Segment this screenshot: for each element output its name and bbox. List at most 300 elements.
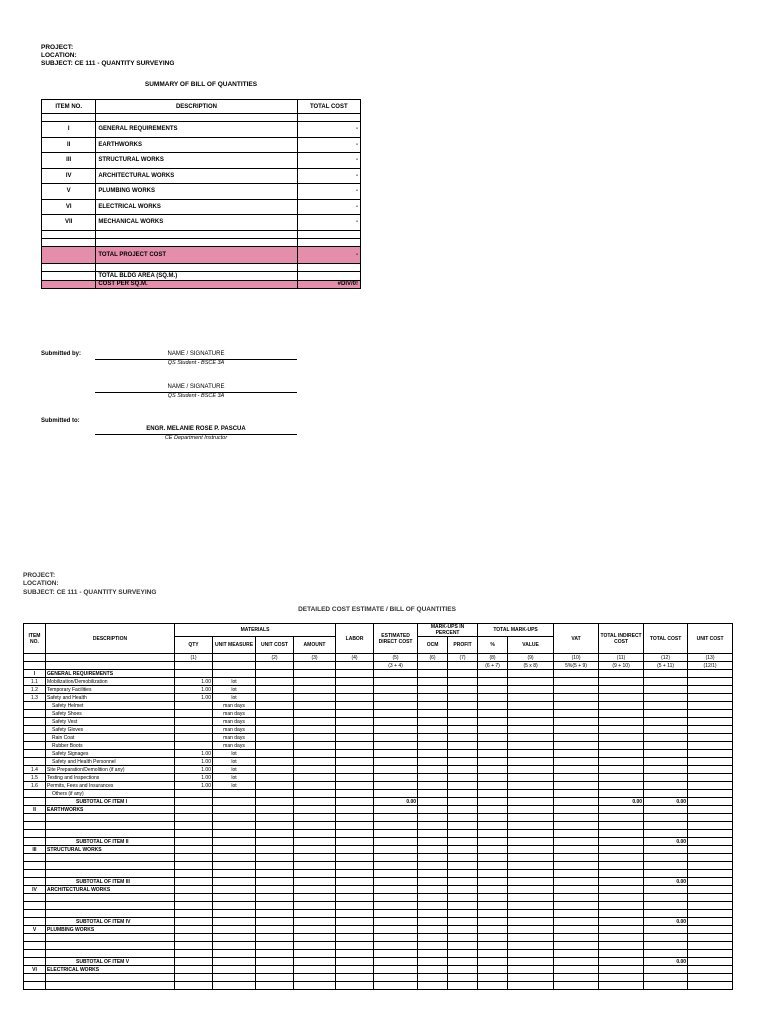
table-cell	[175, 902, 213, 910]
table-cell	[374, 822, 418, 830]
table-cell	[448, 750, 478, 758]
table-cell	[418, 694, 448, 702]
table-cell	[599, 878, 644, 886]
table-row	[24, 726, 733, 734]
table-cell	[24, 934, 46, 942]
table-cell	[508, 806, 554, 814]
table-cell	[256, 750, 294, 758]
table-row	[24, 758, 733, 766]
table-cell	[175, 726, 213, 734]
table-cell	[599, 902, 644, 910]
table-cell	[448, 862, 478, 870]
table-cell	[554, 758, 599, 766]
table-cell	[418, 830, 448, 838]
table-cell	[688, 878, 733, 886]
table-cell	[508, 942, 554, 950]
item-cost: -	[297, 215, 360, 231]
table-cell	[256, 766, 294, 774]
table-cell	[508, 678, 554, 686]
table-cell	[46, 910, 175, 918]
table-cell	[418, 902, 448, 910]
table-cell	[554, 726, 599, 734]
table-cell	[688, 814, 733, 822]
table-cell	[418, 806, 448, 814]
table-cell	[688, 886, 733, 894]
cost-per-sqm-label: COST PER SQ.M.	[96, 280, 297, 288]
table-cell	[688, 982, 733, 990]
table-cell	[644, 710, 688, 718]
table-cell	[418, 918, 448, 926]
table-cell	[418, 702, 448, 710]
col-formula	[175, 662, 213, 670]
table-cell	[554, 958, 599, 966]
table-row	[24, 950, 733, 958]
location-label: LOCATION:	[41, 52, 77, 59]
table-cell	[688, 942, 733, 950]
table-cell: 0.00	[644, 958, 688, 966]
item-desc: ARCHITECTURAL WORKS	[96, 168, 297, 184]
table-cell	[508, 878, 554, 886]
table-cell	[294, 782, 336, 790]
table-row	[24, 854, 733, 862]
table-cell	[478, 846, 508, 854]
table-cell	[24, 878, 46, 886]
table-cell	[599, 742, 644, 750]
table-cell	[256, 894, 294, 902]
table-cell: Safety and Health Personnel	[46, 758, 175, 766]
table-cell	[418, 782, 448, 790]
table-cell: Others (if any)	[46, 790, 175, 798]
table-cell	[256, 854, 294, 862]
header-est-direct: ESTIMATED DIRECT COST	[374, 624, 418, 654]
table-cell	[554, 678, 599, 686]
total-project-cost-label: TOTAL PROJECT COST	[96, 246, 297, 263]
table-cell	[175, 862, 213, 870]
table-cell	[213, 846, 256, 854]
table-cell	[448, 774, 478, 782]
col-formula	[418, 662, 448, 670]
table-cell	[644, 750, 688, 758]
table-cell	[508, 758, 554, 766]
table-row	[24, 790, 733, 798]
table-cell	[336, 966, 374, 974]
table-cell	[448, 758, 478, 766]
blank-row	[42, 230, 361, 238]
table-cell: 1.5	[24, 774, 46, 782]
table-cell	[554, 798, 599, 806]
table-cell	[644, 870, 688, 878]
table-cell	[688, 694, 733, 702]
table-cell	[24, 742, 46, 750]
table-cell	[554, 710, 599, 718]
table-cell	[448, 886, 478, 894]
table-cell: 0.00	[599, 798, 644, 806]
table-cell	[418, 766, 448, 774]
table-cell	[448, 854, 478, 862]
table-cell	[478, 854, 508, 862]
subtotal-row	[24, 958, 733, 966]
table-cell	[213, 950, 256, 958]
table-cell	[418, 742, 448, 750]
table-cell: GENERAL REQUIREMENTS	[46, 670, 175, 678]
table-cell	[256, 758, 294, 766]
cost-per-sqm-value: #DIV/0!	[297, 280, 360, 288]
table-cell	[336, 942, 374, 950]
table-cell	[175, 830, 213, 838]
table-cell	[336, 910, 374, 918]
table-cell	[599, 814, 644, 822]
table-cell	[294, 926, 336, 934]
table-cell	[24, 822, 46, 830]
table-cell: lot	[213, 782, 256, 790]
table-cell	[256, 678, 294, 686]
table-row	[24, 974, 733, 982]
table-cell	[256, 910, 294, 918]
table-cell	[599, 854, 644, 862]
table-cell: SUBTOTAL OF ITEM III	[46, 878, 175, 886]
table-cell	[374, 734, 418, 742]
table-cell	[374, 814, 418, 822]
table-cell	[46, 942, 175, 950]
table-cell	[294, 678, 336, 686]
table-cell	[294, 670, 336, 678]
table-cell	[644, 726, 688, 734]
table-cell	[294, 902, 336, 910]
table-cell	[418, 854, 448, 862]
table-cell	[688, 782, 733, 790]
subtotal-row	[24, 838, 733, 846]
table-cell	[448, 950, 478, 958]
table-cell	[599, 910, 644, 918]
table-cell	[688, 830, 733, 838]
table-cell	[508, 718, 554, 726]
table-cell	[256, 974, 294, 982]
table-cell	[175, 926, 213, 934]
table-cell	[336, 774, 374, 782]
table-cell	[256, 822, 294, 830]
col-number: (12)	[644, 654, 688, 662]
table-cell: 0.00	[644, 798, 688, 806]
detailed-title: DETAILED COST ESTIMATE / BILL OF QUANTITIES	[298, 606, 456, 613]
table-cell	[336, 934, 374, 942]
table-cell	[478, 862, 508, 870]
table-cell: lot	[213, 678, 256, 686]
table-cell	[24, 918, 46, 926]
table-cell	[294, 806, 336, 814]
table-cell	[644, 926, 688, 934]
blank-row	[42, 238, 361, 246]
table-cell	[554, 878, 599, 886]
table-cell	[256, 886, 294, 894]
table-cell	[336, 742, 374, 750]
table-cell	[175, 878, 213, 886]
table-cell	[478, 838, 508, 846]
table-cell	[213, 910, 256, 918]
header-markups-pct: MARK-UPS IN PERCENT	[418, 624, 478, 637]
table-cell	[418, 886, 448, 894]
table-cell: Safety and Health	[46, 694, 175, 702]
table-cell	[644, 950, 688, 958]
subtotal-row	[24, 918, 733, 926]
table-cell	[418, 798, 448, 806]
table-cell	[256, 798, 294, 806]
table-cell	[688, 910, 733, 918]
table-cell	[508, 814, 554, 822]
table-cell	[294, 790, 336, 798]
table-row	[24, 734, 733, 742]
table-cell	[478, 950, 508, 958]
table-cell	[599, 750, 644, 758]
table-cell	[554, 910, 599, 918]
table-cell	[478, 710, 508, 718]
table-cell: SUBTOTAL OF ITEM IV	[46, 918, 175, 926]
table-cell	[508, 670, 554, 678]
header-value: VALUE	[508, 637, 554, 654]
table-cell	[24, 758, 46, 766]
table-cell	[688, 838, 733, 846]
table-cell: Mobilization/Demobilization	[46, 678, 175, 686]
table-cell	[256, 862, 294, 870]
table-cell: man days	[213, 718, 256, 726]
table-cell	[644, 742, 688, 750]
table-cell	[554, 862, 599, 870]
blank-row	[42, 263, 361, 271]
table-cell	[448, 686, 478, 694]
table-cell	[374, 902, 418, 910]
table-cell	[256, 670, 294, 678]
subject-label: SUBJECT: CE 111 - QUANTITY SURVEYING	[41, 60, 175, 67]
table-cell	[688, 870, 733, 878]
table-cell	[599, 686, 644, 694]
table-cell	[599, 982, 644, 990]
table-cell: Safety Shoes	[46, 710, 175, 718]
table-cell: 1.00	[175, 750, 213, 758]
table-cell	[418, 774, 448, 782]
table-row	[24, 750, 733, 758]
header-unit-cost-final: UNIT COST	[688, 624, 733, 654]
table-cell	[418, 790, 448, 798]
table-cell	[478, 830, 508, 838]
table-cell: lot	[213, 774, 256, 782]
section-row	[24, 886, 733, 894]
table-cell	[418, 910, 448, 918]
subject-label-2: SUBJECT: CE 111 - QUANTITY SURVEYING	[23, 589, 157, 596]
col-formula	[294, 662, 336, 670]
summary-row	[42, 184, 361, 200]
table-cell	[24, 982, 46, 990]
item-no: I	[42, 122, 96, 138]
table-cell	[554, 870, 599, 878]
table-cell	[448, 710, 478, 718]
table-cell: lot	[213, 758, 256, 766]
summary-row	[42, 168, 361, 184]
table-cell	[213, 806, 256, 814]
section-row	[24, 966, 733, 974]
table-row	[24, 942, 733, 950]
table-cell	[175, 790, 213, 798]
col-formula	[46, 662, 175, 670]
table-cell	[418, 734, 448, 742]
table-cell	[46, 814, 175, 822]
table-cell	[644, 862, 688, 870]
table-cell	[478, 974, 508, 982]
table-row	[24, 686, 733, 694]
table-cell	[554, 742, 599, 750]
table-cell	[644, 974, 688, 982]
table-cell	[175, 718, 213, 726]
table-cell	[294, 910, 336, 918]
table-cell	[175, 950, 213, 958]
table-cell	[554, 950, 599, 958]
table-cell	[24, 974, 46, 982]
table-cell	[554, 966, 599, 974]
col-formula: (12/1)	[688, 662, 733, 670]
header-labor: LABOR	[336, 624, 374, 654]
table-cell	[508, 774, 554, 782]
table-cell	[336, 830, 374, 838]
table-cell	[175, 894, 213, 902]
table-cell: man days	[213, 710, 256, 718]
table-cell	[599, 702, 644, 710]
table-cell	[374, 750, 418, 758]
table-cell	[448, 894, 478, 902]
table-cell	[508, 982, 554, 990]
table-cell	[508, 854, 554, 862]
table-cell: IV	[24, 886, 46, 894]
table-cell	[294, 798, 336, 806]
table-cell	[478, 766, 508, 774]
table-cell	[294, 862, 336, 870]
table-cell	[644, 678, 688, 686]
table-cell	[256, 774, 294, 782]
table-cell	[644, 766, 688, 774]
table-cell	[508, 694, 554, 702]
table-cell	[448, 670, 478, 678]
table-cell	[175, 966, 213, 974]
table-cell	[24, 734, 46, 742]
table-cell	[644, 758, 688, 766]
table-cell	[256, 846, 294, 854]
table-cell	[213, 886, 256, 894]
table-cell	[644, 966, 688, 974]
table-cell: 1.00	[175, 694, 213, 702]
detailed-cost-table	[23, 623, 733, 990]
table-cell	[213, 918, 256, 926]
table-cell	[213, 822, 256, 830]
table-cell: man days	[213, 734, 256, 742]
header-total-markups: TOTAL MARK-UPS	[478, 624, 554, 637]
table-cell	[294, 934, 336, 942]
table-row	[24, 766, 733, 774]
table-cell	[508, 822, 554, 830]
table-cell	[508, 934, 554, 942]
section-row	[24, 846, 733, 854]
table-cell	[508, 974, 554, 982]
table-cell	[688, 798, 733, 806]
submitted-by-label: Submitted by:	[41, 351, 81, 357]
table-cell	[213, 926, 256, 934]
table-cell	[554, 982, 599, 990]
table-cell	[688, 742, 733, 750]
table-cell	[374, 854, 418, 862]
table-cell: man days	[213, 702, 256, 710]
table-cell	[644, 942, 688, 950]
table-row	[24, 742, 733, 750]
table-cell	[688, 766, 733, 774]
subtotal-row	[24, 878, 733, 886]
table-cell	[294, 982, 336, 990]
table-cell	[418, 982, 448, 990]
table-cell	[336, 870, 374, 878]
table-cell	[508, 790, 554, 798]
header-materials: MATERIALS	[175, 624, 336, 637]
total-bldg-area-row	[42, 271, 361, 280]
table-cell	[418, 686, 448, 694]
table-cell	[554, 822, 599, 830]
table-cell	[256, 694, 294, 702]
table-cell	[213, 878, 256, 886]
table-cell	[374, 934, 418, 942]
table-cell	[478, 966, 508, 974]
table-cell	[175, 958, 213, 966]
table-cell	[599, 694, 644, 702]
table-cell	[478, 878, 508, 886]
table-cell	[175, 910, 213, 918]
table-cell: 1.00	[175, 766, 213, 774]
table-cell	[175, 670, 213, 678]
table-cell	[374, 862, 418, 870]
section-row	[24, 670, 733, 678]
table-row	[24, 910, 733, 918]
table-cell	[448, 702, 478, 710]
table-cell	[336, 678, 374, 686]
table-row	[24, 830, 733, 838]
col-number: (9)	[508, 654, 554, 662]
table-cell	[294, 750, 336, 758]
table-cell	[478, 750, 508, 758]
table-cell	[294, 774, 336, 782]
header-qty: QTY	[175, 637, 213, 654]
table-cell	[256, 686, 294, 694]
table-cell	[644, 686, 688, 694]
col-formula	[448, 662, 478, 670]
table-cell	[336, 822, 374, 830]
table-cell	[256, 950, 294, 958]
table-cell	[478, 790, 508, 798]
table-row	[24, 814, 733, 822]
table-cell	[688, 774, 733, 782]
table-cell	[256, 702, 294, 710]
table-cell	[256, 742, 294, 750]
table-cell	[418, 894, 448, 902]
table-cell	[294, 702, 336, 710]
submitted-to-label: Submitted to:	[41, 418, 80, 424]
table-cell	[175, 854, 213, 862]
table-cell	[508, 870, 554, 878]
table-cell	[213, 790, 256, 798]
col-formula	[24, 662, 46, 670]
table-cell	[508, 742, 554, 750]
summary-row	[42, 215, 361, 231]
table-cell	[418, 942, 448, 950]
item-cost: -	[297, 168, 360, 184]
table-cell	[599, 894, 644, 902]
table-cell	[294, 958, 336, 966]
table-cell	[374, 958, 418, 966]
table-cell	[478, 902, 508, 910]
item-no: IV	[42, 168, 96, 184]
table-cell: man days	[213, 726, 256, 734]
